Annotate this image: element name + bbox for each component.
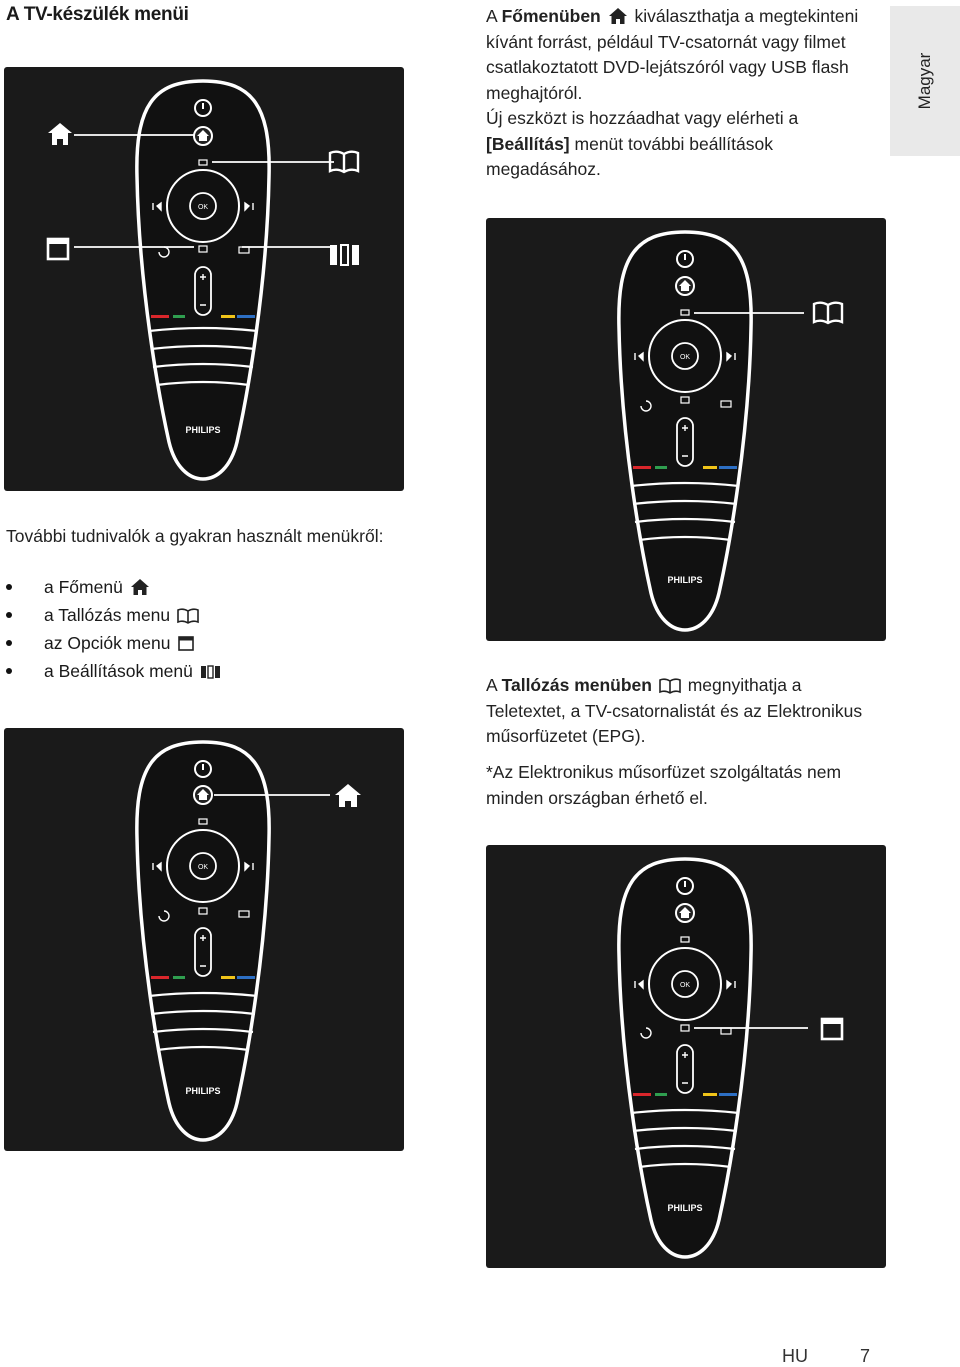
language-tab-label: Magyar (915, 52, 934, 110)
list-item: a Tallózás menu (0, 601, 400, 629)
footer-lang: HU (782, 1346, 808, 1366)
options-icon (48, 239, 68, 259)
remote-panel-overview (4, 67, 404, 491)
book-icon (814, 303, 842, 323)
brand-label: PHILIPS (185, 425, 221, 435)
intro-text-2b: menüt további beállítások megadásához. (486, 133, 773, 179)
remote-illustration (4, 728, 404, 1151)
menu-item-label: Beállítások menü (58, 661, 193, 681)
intro-strong-home: Főmenüben (501, 6, 601, 26)
list-item: a Főmenü (0, 573, 400, 601)
remote-illustration (486, 218, 886, 641)
ok-label: OK (197, 204, 209, 211)
brand-label: PHILIPS (185, 1086, 221, 1096)
book-icon (659, 678, 681, 694)
menus-intro: További tudnivalók a gyakran használt menükről: (6, 526, 384, 546)
remote-control (137, 81, 269, 479)
book-icon (330, 152, 358, 172)
settings-icon (200, 664, 222, 680)
remote-control (619, 232, 751, 630)
book-icon (177, 608, 199, 624)
brand-label: PHILIPS (667, 575, 703, 585)
menu-item-label: Tallózás menu (58, 605, 171, 625)
brand-label: PHILIPS (667, 1203, 703, 1213)
remote-illustration (4, 67, 404, 491)
intro-text-2a: Új eszközt is hozzáadhat vagy elérheti a (486, 108, 799, 128)
home-icon (130, 578, 150, 596)
section-title: A TV-készülék menüi (6, 4, 189, 25)
menu-item-label: Opciók menu (67, 633, 171, 653)
ok-label: OK (679, 354, 691, 361)
intro-paragraph (486, 4, 886, 183)
remote-control (137, 742, 269, 1140)
list-item: az Opciók menu (0, 629, 400, 657)
settings-icon (330, 245, 359, 265)
remote-control (619, 859, 751, 1257)
ok-label: OK (197, 864, 209, 871)
options-icon (822, 1019, 842, 1039)
home-icon (335, 784, 361, 807)
remote-panel-options (486, 845, 886, 1268)
menu-item-label: Főmenü (58, 577, 123, 597)
language-tab (890, 6, 960, 156)
home-icon (608, 7, 628, 25)
menu-list (0, 573, 400, 685)
home-icon (48, 123, 72, 145)
intro-strong-setup: [Beállítás] (486, 133, 570, 154)
remote-illustration (486, 845, 886, 1268)
epg-note: *Az Elektronikus műsorfüzet szolgáltatás nem minden országban érhető el. (486, 762, 842, 808)
list-item: a Beállítások menü (0, 657, 400, 685)
intro-text-1a: A (486, 6, 502, 26)
remote-panel-home (4, 728, 404, 1151)
ok-label: OK (679, 982, 691, 989)
browse-paragraph: A Tallózás menüben megnyithatja a Teletextet, a TV-csatornalistát és az Elektronikus műsorfüzetet (EPG). (486, 675, 863, 746)
intro-text-1b: kiválaszthatja a megtekinteni kívánt forrást, például TV-csatornát vagy filmet csatlakoztatott DVD-lejátszóról vagy USB flash meghajtóról. (486, 6, 859, 103)
page-number: 7 (860, 1346, 871, 1366)
options-icon (177, 634, 195, 652)
browse-strong: Tallózás menüben (501, 675, 652, 695)
remote-panel-browse (486, 218, 886, 641)
